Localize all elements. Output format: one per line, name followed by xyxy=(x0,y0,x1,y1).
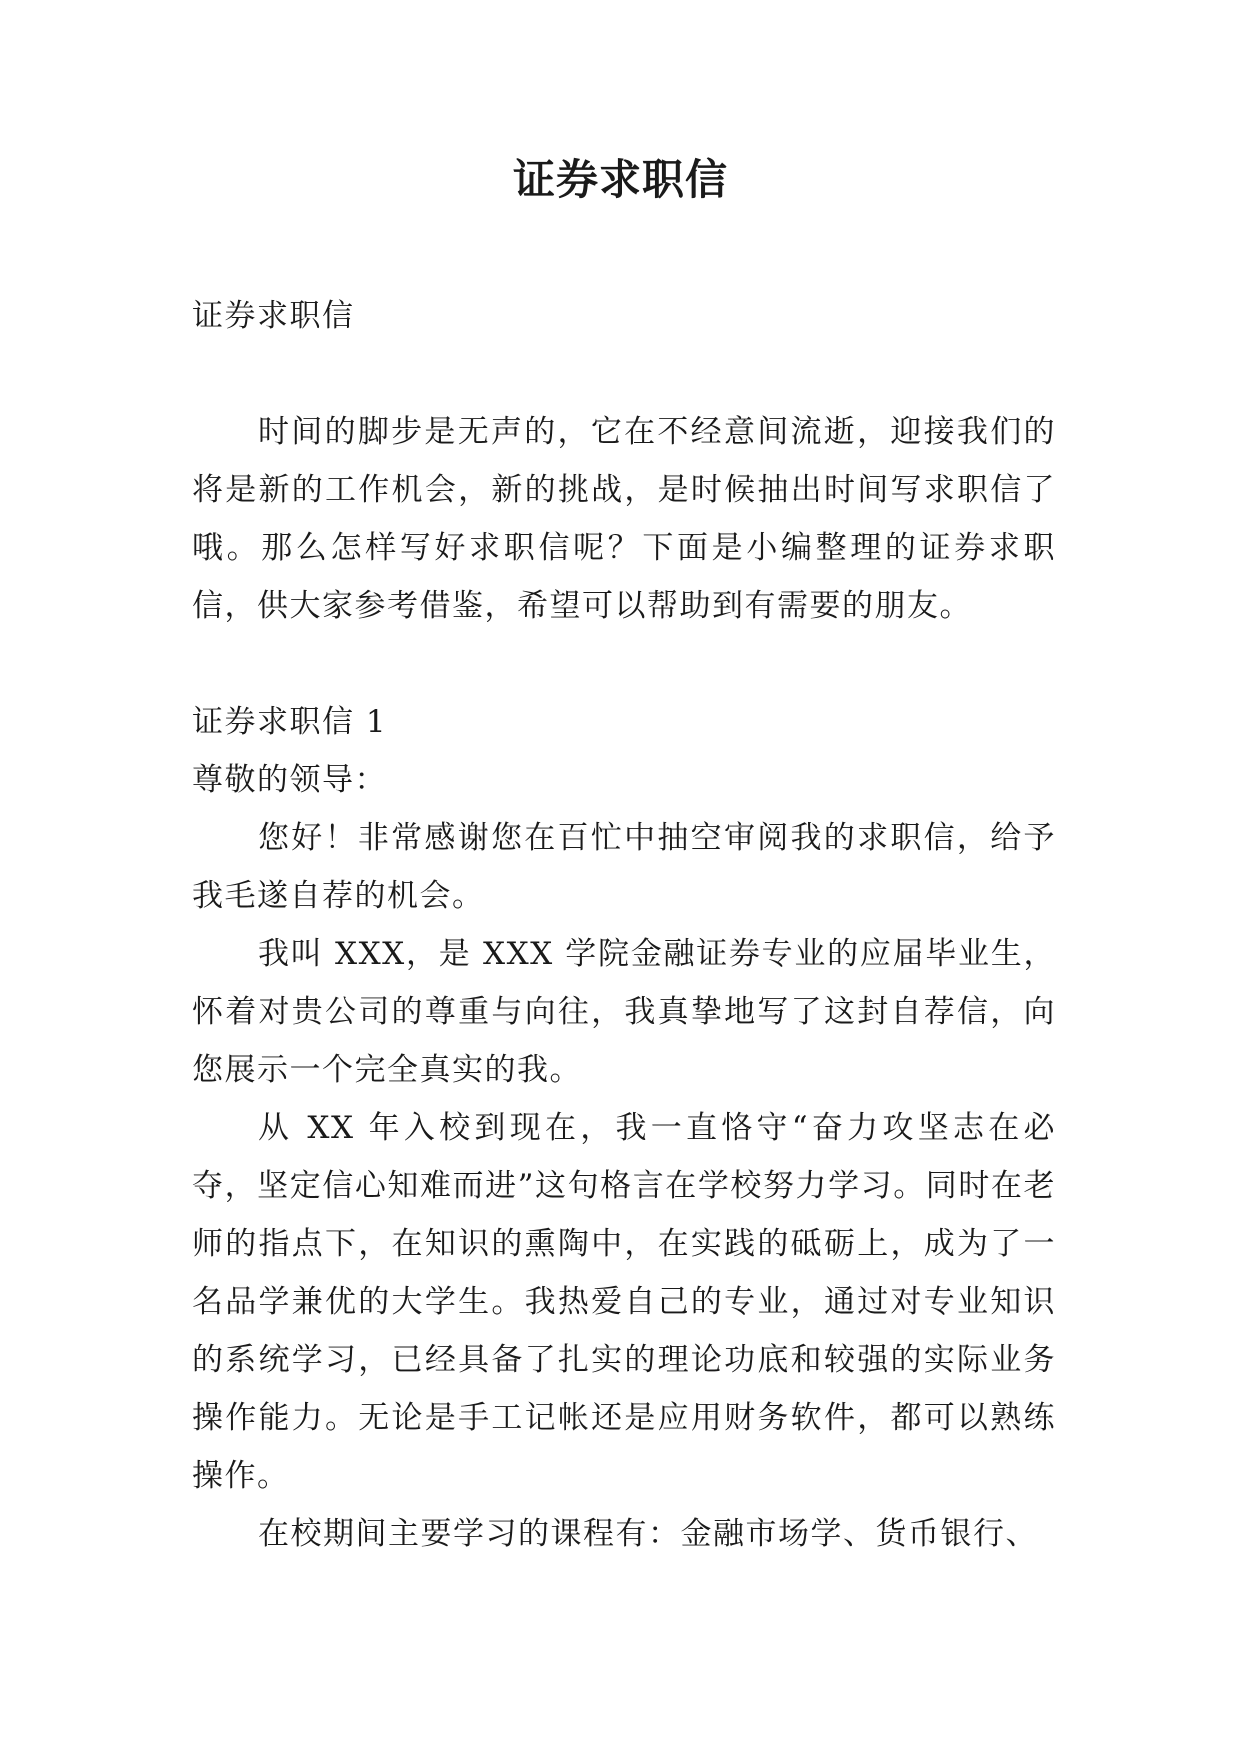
body-paragraph-4: 在校期间主要学习的课程有：金融市场学、货币银行、 xyxy=(258,1516,1038,1552)
body-paragraph-2: 我叫 XXX，是 XXX 学院金融证券专业的应届毕业生，怀着对贵公司的尊重与向往，我真挚地写了这封自荐信，向您展示一个完全真实的我。 xyxy=(192,936,1056,1088)
section-heading: 证券求职信 1 xyxy=(192,704,388,740)
document-subtitle: 证券求职信 xyxy=(192,298,355,334)
body-paragraph-3: 从 XX 年入校到现在，我一直恪守“奋力攻坚志在必夺，坚定信心知难而进”这句格言在学校努力学习。同时在老师的指点下，在知识的熏陶中，在实践的砥砺上，成为了一名品学兼优的大学生。我热爱自己的专业，通过对专业知识的系统学习，已经具备了扎实的理论功底和较强的实际业务操作能力。无论是手工记帐还是应用财务软件，都可以熟练操作。 xyxy=(192,1110,1056,1494)
body-paragraph-1: 您好！非常感谢您在百忙中抽空审阅我的求职信，给予我毛遂自荐的机会。 xyxy=(192,820,1056,914)
document-title: 证券求职信 xyxy=(512,155,728,204)
document-body xyxy=(192,287,1056,1563)
intro-paragraph: 时间的脚步是无声的，它在不经意间流逝，迎接我们的将是新的工作机会，新的挑战，是时候抽出时间写求职信了哦。那么怎样写好求职信呢？下面是小编整理的证券求职信，供大家参考借鉴，希望可以帮助到有需要的朋友。 xyxy=(192,414,1056,624)
salutation: 尊敬的领导： xyxy=(192,762,387,798)
